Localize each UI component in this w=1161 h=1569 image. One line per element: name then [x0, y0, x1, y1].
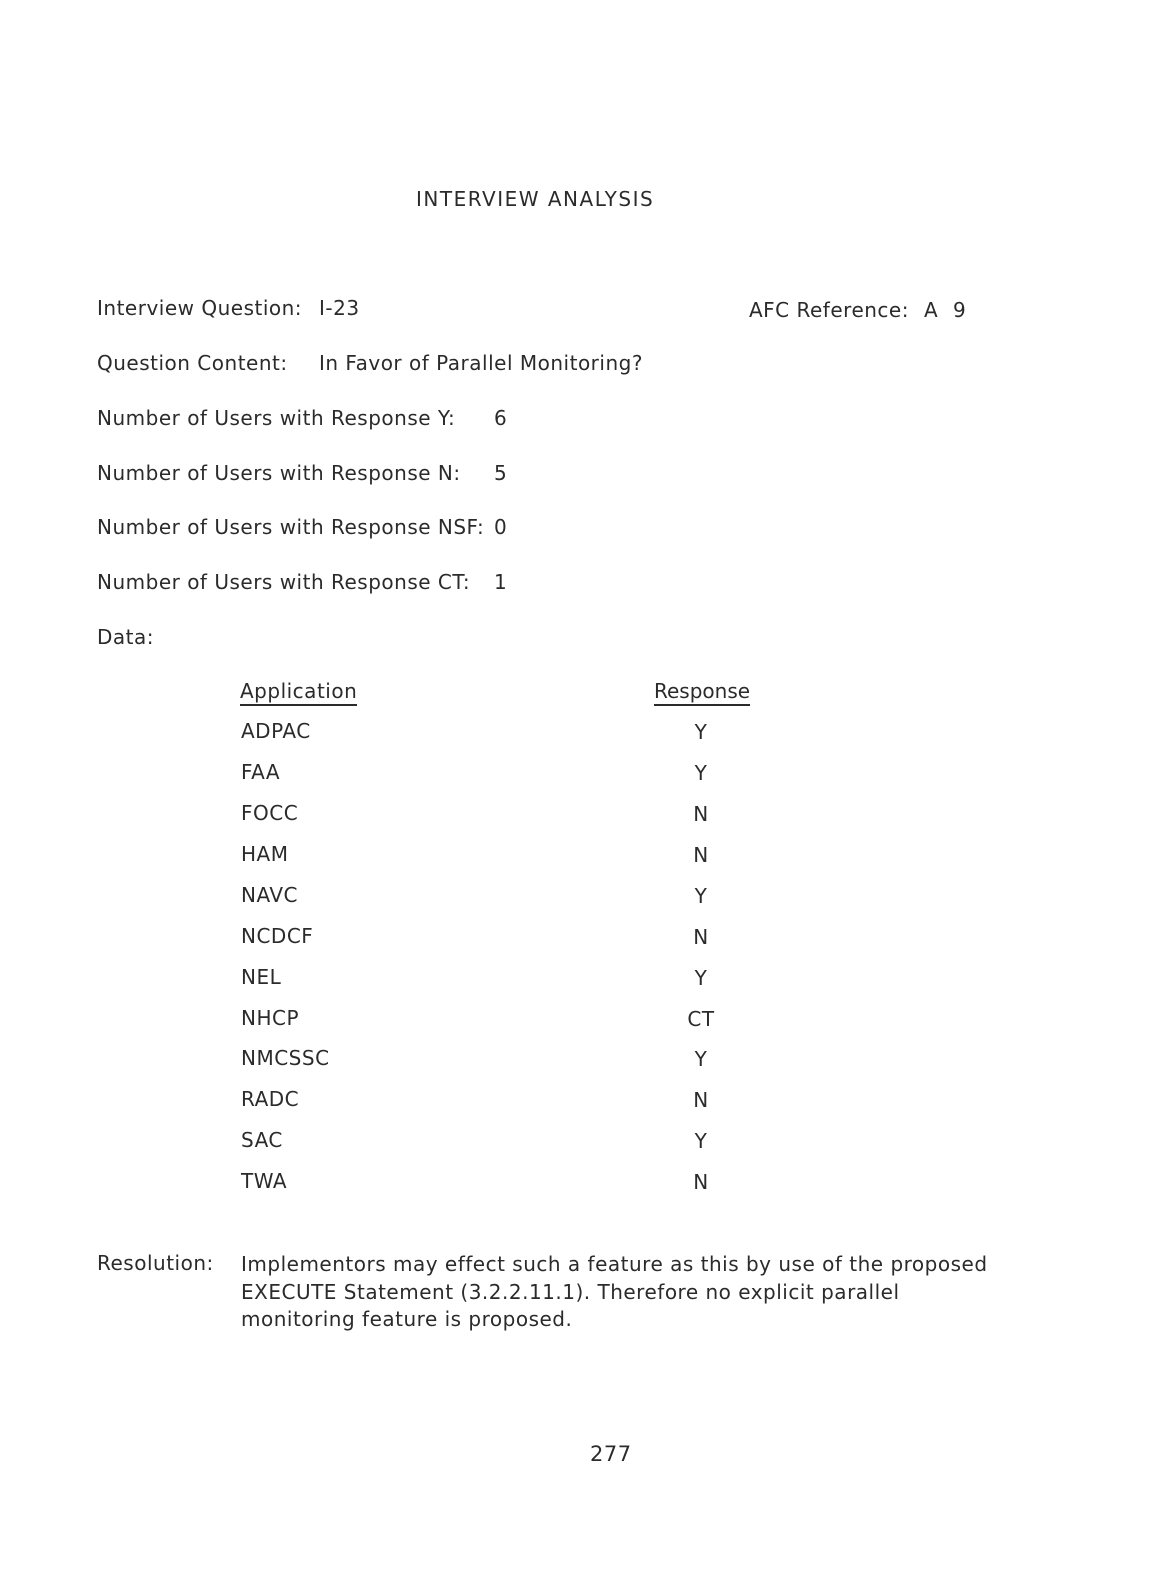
resolution-text: Implementors may effect such a feature as this by use of the proposed EXECUTE Statement (3.2.2.11.1). Therefore no explicit parallel monitoring feature is proposed.: [241, 1252, 988, 1331]
table-row-response: N: [693, 1088, 709, 1112]
count-n-label: Number of Users with Response N:: [97, 461, 461, 485]
count-nsf-label: Number of Users with Response NSF:: [97, 515, 485, 539]
table-row-application: HAM: [241, 842, 289, 866]
table-row-response: CT: [687, 1007, 715, 1031]
application-header: Application: [240, 679, 357, 706]
table-row-response: Y: [694, 720, 708, 744]
table-row-application: SAC: [241, 1128, 283, 1152]
question-content-label: Question Content:: [97, 351, 288, 375]
table-row-application: NEL: [241, 965, 282, 989]
count-nsf-value: 0: [494, 515, 508, 539]
table-row-application: NHCP: [241, 1006, 300, 1030]
table-row-application: NCDCF: [241, 924, 314, 948]
table-row-application: NMCSSC: [241, 1046, 330, 1070]
interview-question-value: I-23: [319, 296, 360, 320]
count-ct-label: Number of Users with Response CT:: [97, 570, 471, 594]
table-row-application: NAVC: [241, 883, 299, 907]
question-content-value: In Favor of Parallel Monitoring?: [319, 351, 643, 375]
resolution-label: Resolution:: [97, 1251, 214, 1275]
data-label: Data:: [97, 625, 154, 649]
afc-reference-value: A 9: [924, 298, 967, 322]
table-row-response: Y: [694, 884, 708, 908]
response-header: Response: [654, 679, 750, 706]
table-row-application: ADPAC: [241, 719, 311, 743]
table-row-response: Y: [694, 761, 708, 785]
table-row-response: N: [693, 925, 709, 949]
interview-question-label: Interview Question:: [97, 296, 303, 320]
afc-reference-label: AFC Reference:: [749, 298, 909, 322]
table-row-response: N: [693, 802, 709, 826]
page-title: INTERVIEW ANALYSIS: [416, 187, 655, 211]
table-row-response: Y: [694, 966, 708, 990]
table-row-application: FAA: [241, 760, 281, 784]
table-row-response: N: [693, 1170, 709, 1194]
count-ct-value: 1: [494, 570, 508, 594]
count-y-label: Number of Users with Response Y:: [97, 406, 456, 430]
table-row-application: TWA: [241, 1169, 288, 1193]
count-y-value: 6: [494, 406, 508, 430]
count-n-value: 5: [494, 461, 508, 485]
table-row-application: FOCC: [241, 801, 299, 825]
table-row-response: Y: [694, 1047, 708, 1071]
table-row-response: N: [693, 843, 709, 867]
table-row-response: Y: [694, 1129, 708, 1153]
page-number: 277: [590, 1442, 632, 1466]
table-row-application: RADC: [241, 1087, 300, 1111]
